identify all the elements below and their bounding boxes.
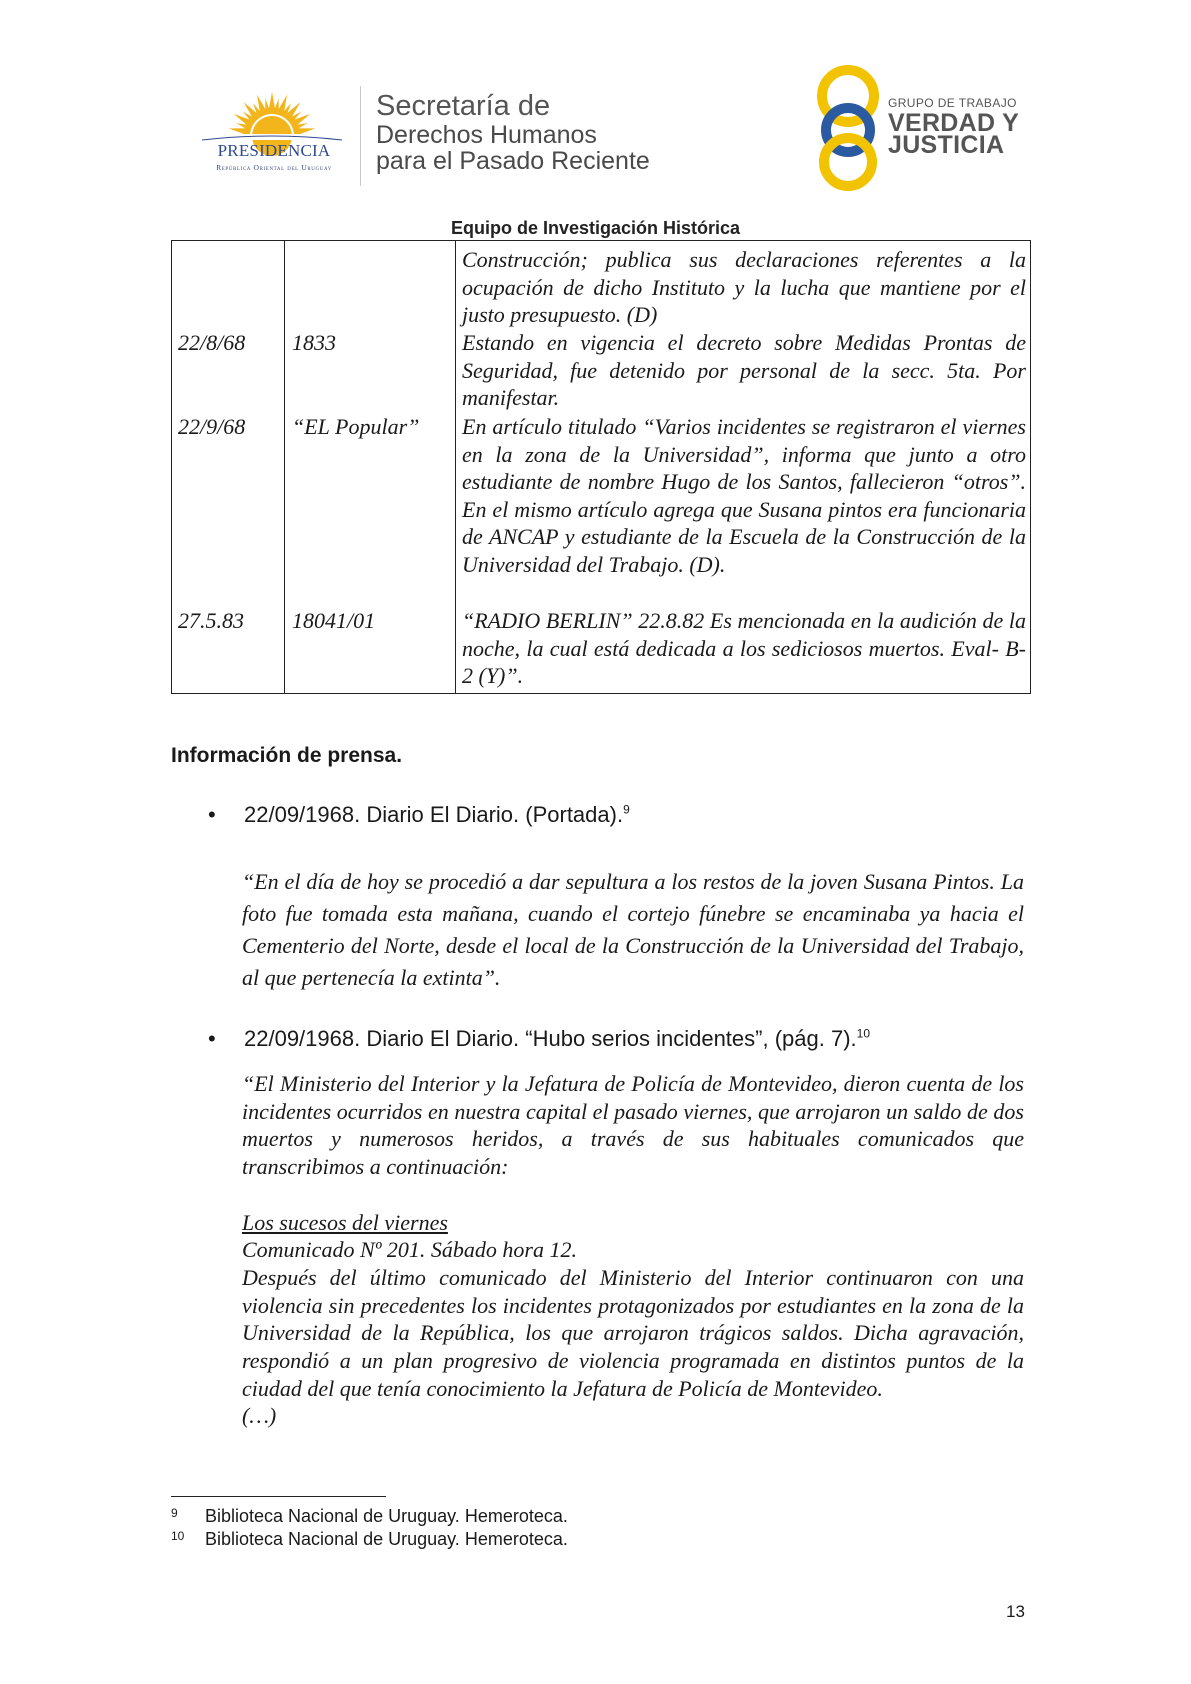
- presidencia-name: PRESIDENCIA: [217, 141, 331, 160]
- row-date: 27.5.83: [178, 608, 244, 633]
- table-row: [462, 329, 1026, 412]
- footnote-ref: 9: [623, 802, 630, 817]
- footnote-number: 10: [171, 1529, 185, 1543]
- press-item-2: [208, 1026, 870, 1052]
- table-row: [462, 607, 1026, 690]
- gtvj-line2: VERDAD Y: [888, 109, 1020, 137]
- row-reference: 1833: [292, 330, 336, 355]
- row-description: En artículo titulado “Varios incidentes se registraron el viernes en la zona de la Universidad”, informa que junto a otro estudiante de nombre Hugo de los Santos, fallecieron “otros”. En el mismo artículo agrega que Susana pintos era funcionaria de ANCAP y estudiante de la Escuela de la Construcción de la Universidad del Trabajo. (D).: [462, 414, 1026, 577]
- row-date: 22/9/68: [178, 414, 246, 439]
- footnote-text: Biblioteca Nacional de Uruguay. Hemeroteca.: [205, 1529, 568, 1549]
- footnote-separator: [171, 1496, 386, 1497]
- secretaria-line2: Derechos Humanos: [376, 121, 597, 149]
- page-number: 13: [1006, 1602, 1025, 1621]
- presidencia-subtitle: República Oriental del Uruguay: [216, 163, 332, 172]
- table-row: [462, 246, 1026, 329]
- gtvj-line3: JUSTICIA: [888, 131, 1005, 159]
- footnote-ref: 10: [856, 1026, 870, 1041]
- bullet: •: [208, 1026, 216, 1051]
- quote-text: “En el día de hoy se procedió a dar sepultura a los restos de la joven Susana Pintos. La foto fue tomada esta mañana, cuando el cortejo fúnebre se encaminaba ya hacia el Cementerio del Norte, desde el local de la Construcción de la Universidad del Trabajo, al que pertenecía la extinta”.: [242, 869, 1024, 990]
- quote-paragraph-1: “El Ministerio del Interior y la Jefatura de Policía de Montevideo, dieron cuenta de los incidentes ocurridos en nuestra capital el pasado viernes, que arrojaron un saldo de dos muertos y numerosos heridos, a través de sus habituales comunicados que transcribimos a continuación:: [242, 1071, 1024, 1180]
- row-description: Estando en vigencia el decreto sobre Medidas Prontas de Seguridad, fue detenido por personal de la secc. 5ta. Por manifestar.: [462, 330, 1026, 411]
- gtvj-line1: GRUPO DE TRABAJO: [888, 96, 1017, 110]
- press-heading: Información de prensa.: [171, 744, 403, 767]
- team-title: Equipo de Investigación Histórica: [450, 218, 741, 238]
- row-date: 22/8/68: [178, 330, 246, 355]
- table-column-divider: [284, 240, 285, 694]
- quote-communique: Comunicado Nº 201. Sábado hora 12.: [242, 1237, 577, 1263]
- secretaria-line3: para el Pasado Reciente: [376, 147, 650, 175]
- secretaria-line1: Secretaría de: [376, 90, 551, 122]
- row-description: “RADIO BERLIN” 22.8.82 Es mencionada en la audición de la noche, la cual está dedicada a los sediciosos muertos. Eval- B- 2 (Y)”.: [462, 608, 1026, 689]
- row-description: Construcción; publica sus declaraciones referentes a la ocupación de dicho Instituto y la lucha que mantiene por el justo presupuesto. (D): [462, 247, 1026, 328]
- press-item-1: [208, 802, 630, 828]
- quote-ellipsis: (…): [242, 1403, 277, 1429]
- press-item-1-citation: 22/09/1968. Diario El Diario. (Portada).: [244, 802, 624, 827]
- press-quote-1: [242, 866, 1024, 994]
- row-reference: 18041/01: [292, 608, 376, 633]
- footnote: [171, 1529, 568, 1550]
- logo-divider: [360, 86, 361, 186]
- row-reference: “EL Popular”: [292, 414, 420, 439]
- table-column-divider: [455, 240, 456, 694]
- table-row: [462, 413, 1026, 579]
- footnote: [171, 1506, 568, 1527]
- quote-subheading: Los sucesos del viernes: [242, 1209, 448, 1235]
- footnote-text: Biblioteca Nacional de Uruguay. Hemeroteca.: [205, 1506, 568, 1526]
- press-item-2-citation: 22/09/1968. Diario El Diario. “Hubo serios incidentes”, (pág. 7).: [244, 1026, 857, 1051]
- press-quote-2: [242, 1070, 1024, 1430]
- quote-paragraph-2: Después del último comunicado del Ministerio del Interior continuaron con una violencia sin precedentes los incidentes protagonizados por estudiantes en la zona de la Universidad de la República, los que arrojaron trágicos saldos. Dicha agravación, respondió a un plan progresivo de violencia programada en distintos puntos de la ciudad del que tenía conocimiento la Jefatura de Policía de Montevideo.: [242, 1264, 1024, 1401]
- footnote-number: 9: [171, 1506, 178, 1520]
- bullet: •: [208, 802, 216, 827]
